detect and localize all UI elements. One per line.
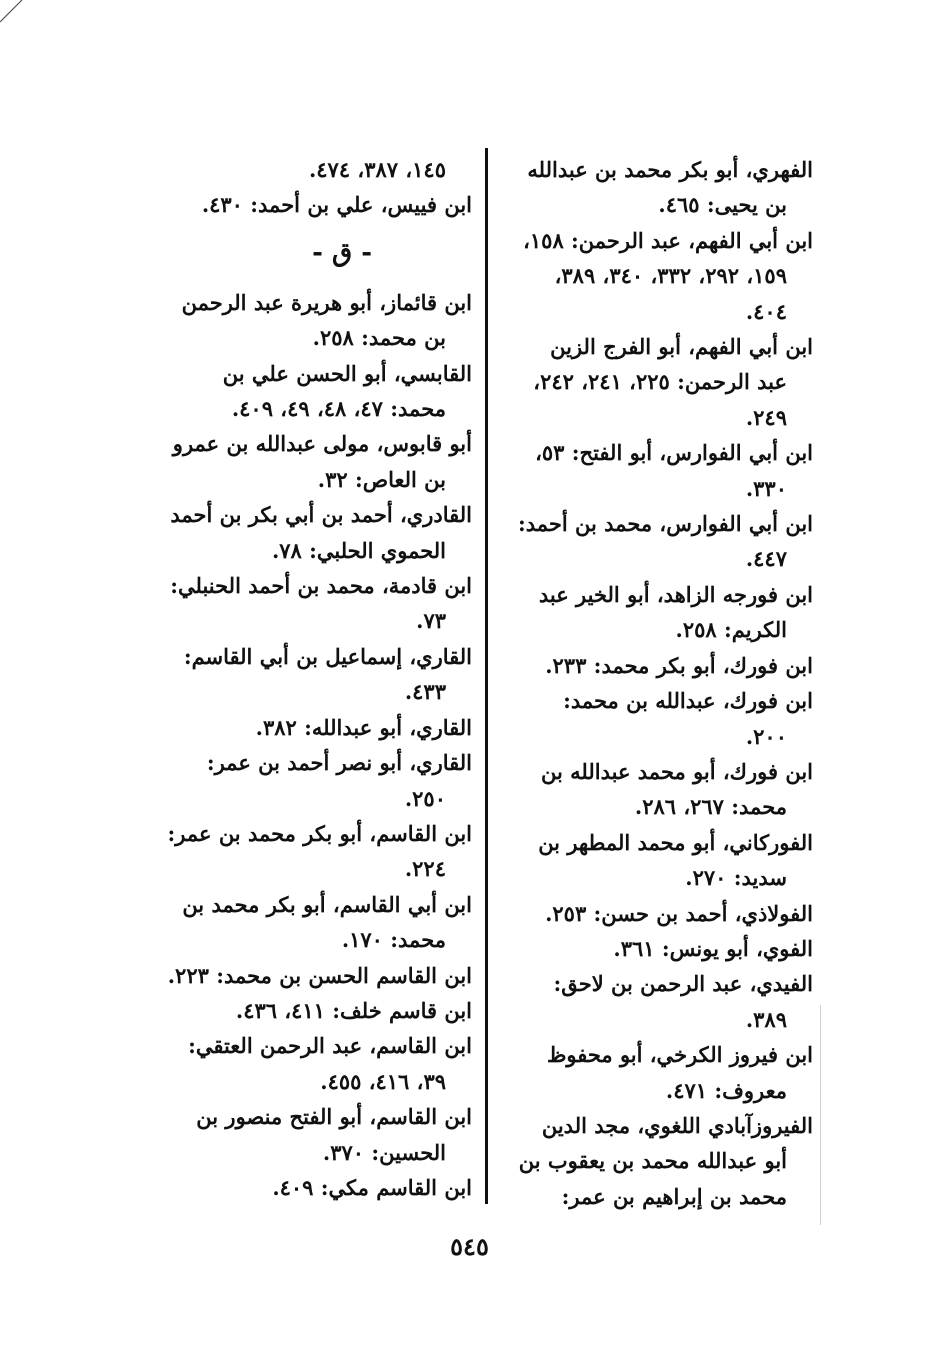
margin-scan-line — [820, 1005, 821, 1225]
index-entry: ابن أبي الفهم، أبو الفرج الزين عبد الرحمن: ٢٢٥، ٢٤١، ٢٤٢، ٢٤٩. — [533, 334, 813, 430]
index-entry: الفوركاني، أبو محمد المطهر بن سديد: ٢٧٠. — [538, 829, 813, 891]
index-entry: الفوي، أبو يونس: ٣٦١. — [613, 935, 813, 961]
index-entry: ابن فورك، أبو محمد عبدالله بن محمد: ٢٦٧، ٢٨٦. — [541, 758, 813, 820]
index-entry: الفيروزآبادي اللغوي، مجد الدين أبو عبدالله محمد بن يعقوب بن محمد بن إبراهيم بن عمر: — [518, 1112, 813, 1209]
index-entry: ابن قاسم خلف: ٤١١، ٤٣٦. — [235, 997, 472, 1023]
index-entry: القاري، إسماعيل بن أبي القاسم: ٤٣٣. — [183, 643, 472, 705]
index-entry: ابن فيروز الكرخي، أبو محفوظ معروف: ٤٧١. — [546, 1042, 813, 1103]
index-entry: القابسي، أبو الحسن علي بن محمد: ٤٧، ٤٨، ٤٩، ٤٠٩. — [222, 360, 472, 422]
index-entry: القاري، أبو نصر أحمد بن عمر: ٢٥٠. — [206, 750, 472, 811]
index-entry: ابن أبي الفوارس، محمد بن أحمد: ٤٤٧. — [517, 511, 813, 572]
index-entry: ابن فييس، علي بن أحمد: ٤٣٠. — [201, 192, 472, 218]
index-entry: القاري، أبو عبدالله: ٣٨٢. — [255, 714, 472, 740]
column-divider — [485, 148, 488, 1204]
index-entry: ابن فورجه الزاهد، أبو الخير عبد الكريم: ٢٥٨. — [538, 581, 813, 643]
index-entry: ابن القاسم مكي: ٤٠٩. — [272, 1174, 472, 1200]
index-entry: الفولاذي، أحمد بن حسن: ٢٥٣. — [545, 900, 813, 926]
index-entry: ابن أبي الفوارس، أبو الفتح: ٥٣، ٣٣٠. — [535, 440, 813, 501]
page-number: ٥٤٥ — [450, 1232, 489, 1261]
index-entry-continuation: ١٤٥، ٣٨٧، ٤٧٤. — [308, 157, 446, 182]
section-heading-qaf: - ق - — [312, 237, 372, 268]
index-column-right — [515, 152, 813, 1214]
index-entry: ابن القاسم، عبد الرحمن العتقي: ٣٩، ٤١٦، ٤٥٥. — [188, 1033, 472, 1094]
index-entry: الفهري، أبو بكر محمد بن عبدالله بن يحيى: ٤٦٥. — [527, 157, 813, 218]
index-entry: ابن قائماز، أبو هريرة عبد الرحمن بن محمد: ٢٥٨. — [181, 289, 472, 351]
index-entry: ابن قادمة، محمد بن أحمد الحنبلي: ٧٣. — [170, 573, 472, 634]
index-entry: ابن أبي الفهم، عبد الرحمن: ١٥٨، ١٥٩، ٢٩٢، ٣٣٢، ٣٤٠، ٣٨٩، ٤٠٤. — [523, 227, 813, 324]
index-entry: ابن أبي القاسم، أبو بكر محمد بن محمد: ١٧٠. — [182, 891, 472, 953]
index-column-left — [160, 152, 472, 1205]
page-corner-fold-mark — [0, 0, 60, 60]
index-entry: الفيدي، عبد الرحمن بن لاحق: ٣٨٩. — [553, 971, 813, 1032]
index-entry: القادري، أحمد بن أبي بكر بن أحمد الحموي الحلبي: ٧٨. — [170, 502, 472, 563]
index-entry: ابن القاسم، أبو الفتح منصور بن الحسين: ٣٧٠. — [196, 1104, 472, 1165]
index-entry: أبو قابوس، مولى عبدالله بن عمرو بن العاص: ٣٢. — [172, 431, 472, 492]
index-entry: ابن فورك، عبدالله بن محمد: ٢٠٠. — [563, 688, 813, 749]
index-entry: ابن القاسم الحسن بن محمد: ٢٢٣. — [167, 962, 472, 988]
index-entry: ابن القاسم، أبو بكر محمد بن عمر: ٢٢٤. — [167, 820, 472, 882]
index-entry: ابن فورك، أبو بكر محمد: ٢٣٣. — [545, 652, 813, 678]
